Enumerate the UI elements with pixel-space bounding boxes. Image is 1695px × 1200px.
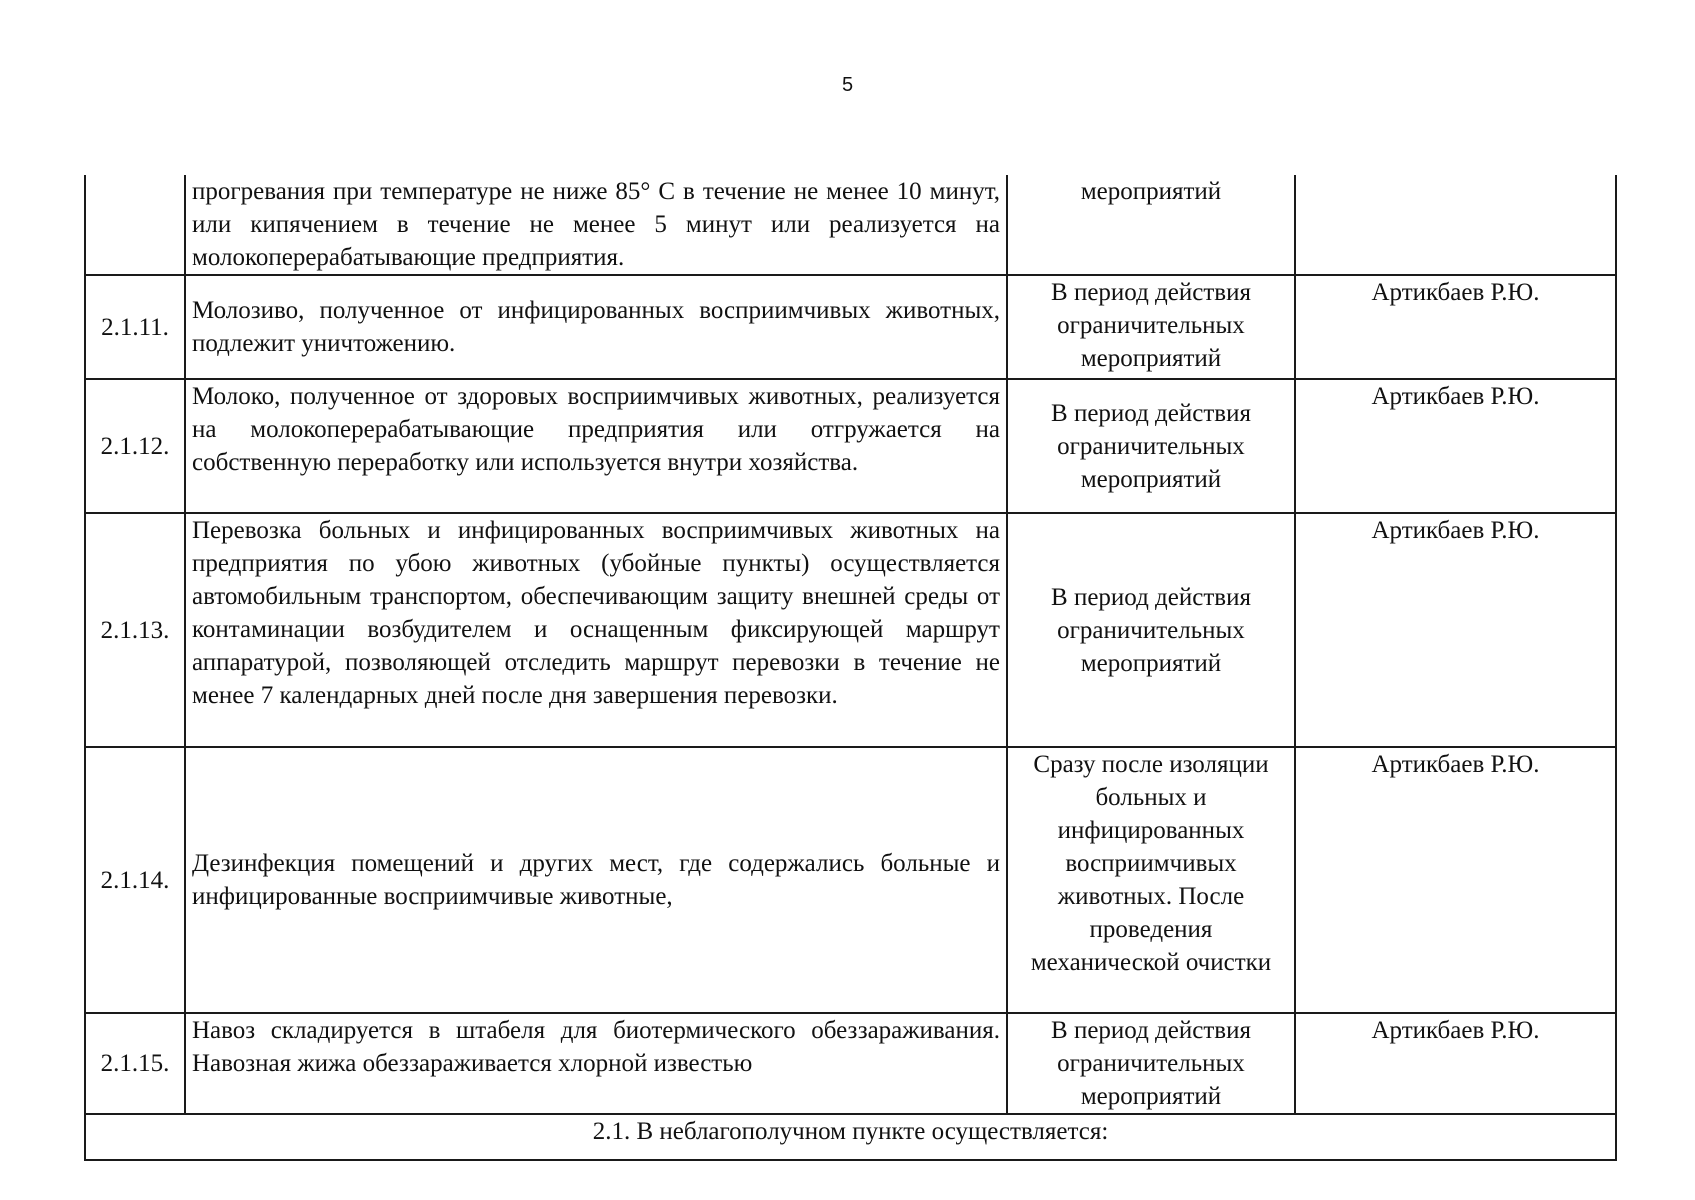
measure-responsible: Артикбаев Р.Ю.	[1295, 379, 1616, 513]
row-number	[85, 175, 185, 275]
measure-term: В период действия ограничительных мероприятий	[1007, 1013, 1295, 1114]
measure-text: Молоко, полученное от здоровых восприимчивых животных, реализуется на молокоперерабатывающие предприятия или отгружается на собственную переработку или используется внутри хозяйства.	[185, 379, 1007, 513]
table-row	[85, 275, 1616, 379]
row-number: 2.1.15.	[85, 1013, 185, 1114]
row-number: 2.1.12.	[85, 379, 185, 513]
page-number: 5	[841, 74, 854, 96]
table-row	[85, 175, 1616, 275]
measure-text: Дезинфекция помещений и других мест, где содержались больные и инфицированные восприимчивые животные,	[185, 747, 1007, 1013]
measure-term: В период действия ограничительных мероприятий	[1007, 379, 1295, 513]
measure-term: мероприятий	[1007, 175, 1295, 275]
table-row	[85, 747, 1616, 1013]
measure-term: Сразу после изоляции больных и инфицированных восприимчивых животных. После проведения механической очистки	[1007, 747, 1295, 1013]
row-number: 2.1.13.	[85, 513, 185, 747]
table-row	[85, 513, 1616, 747]
measure-responsible: Артикбаев Р.Ю.	[1295, 513, 1616, 747]
measure-term: В период действия ограничительных мероприятий	[1007, 275, 1295, 379]
measure-responsible: Артикбаев Р.Ю.	[1295, 1013, 1616, 1114]
table-row	[85, 379, 1616, 513]
measure-text: Навоз складируется в штабеля для биотермического обеззараживания. Навозная жижа обеззараживается хлорной известью	[185, 1013, 1007, 1114]
measures-table	[84, 175, 1617, 1161]
measure-term: В период действия ограничительных мероприятий	[1007, 513, 1295, 747]
measure-text: Перевозка больных и инфицированных восприимчивых животных на предприятия по убою животных (убойные пункты) осуществляется автомобильным транспортом, обеспечивающим защиту внешней среды от контаминации возбудителем и оснащенным фиксирующей маршрут аппаратурой, позволяющей отследить маршрут перевозки в течение не менее 7 календарных дней после дня завершения перевозки.	[185, 513, 1007, 747]
row-number: 2.1.11.	[85, 275, 185, 379]
section-heading: 2.1. В неблагополучном пункте осуществляется:	[85, 1114, 1616, 1160]
row-number: 2.1.14.	[85, 747, 185, 1013]
measure-responsible	[1295, 175, 1616, 275]
section-footer-row	[85, 1114, 1616, 1160]
table-row	[85, 1013, 1616, 1114]
measure-responsible: Артикбаев Р.Ю.	[1295, 275, 1616, 379]
measure-text: прогревания при температуре не ниже 85° С в течение не менее 10 минут, или кипячением в течение не менее 5 минут или реализуется на молокоперерабатывающие предприятия.	[185, 175, 1007, 275]
measure-responsible: Артикбаев Р.Ю.	[1295, 747, 1616, 1013]
measure-text: Молозиво, полученное от инфицированных восприимчивых животных, подлежит уничтожению.	[185, 275, 1007, 379]
